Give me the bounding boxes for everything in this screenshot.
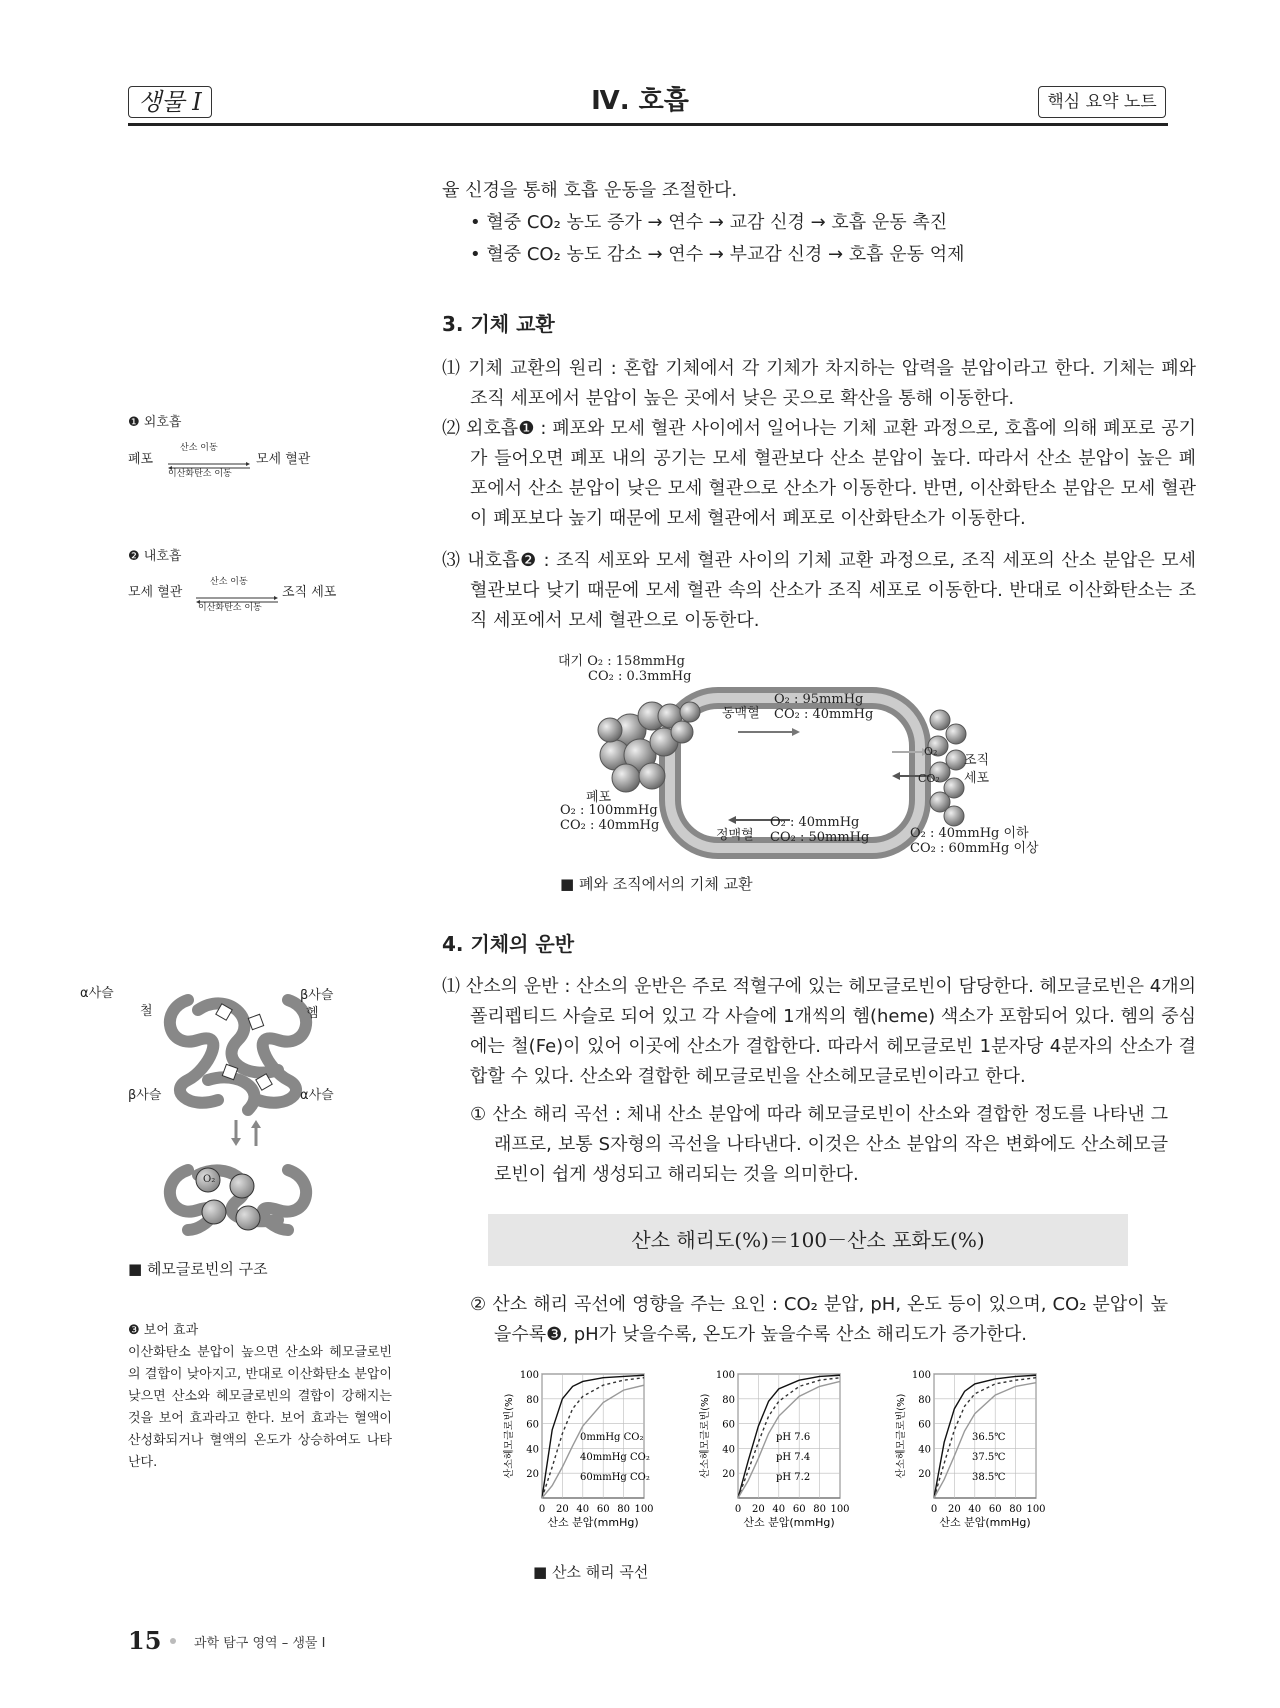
y-axis-label: 산소헤모글로빈(%) — [896, 1393, 907, 1479]
section-3-title: 3. 기체 교환 — [442, 312, 555, 336]
section-3-item-3: ⑶ 내호흡❷ : 조직 세포와 모세 혈관 사이의 기체 교환 과정으로, 조직 세포의 산소 분압은 모세 혈관보다 낮기 때문에 모세 혈관 속의 산소가 조직 세포로 이동한다. 반대로 이산화탄소는 조직 세포에서 모세 혈관으로 이동한다. — [442, 550, 1196, 631]
artery-o2: O₂ : 95mmHg — [774, 692, 864, 707]
note-3-title: ❸ 보어 효과 — [128, 1323, 199, 1338]
section-4-sub-1: ① 산소 해리 곡선 : 체내 산소 분압에 따라 헤모글로빈이 산소와 결합한 정도를 나타낸 그래프로, 보통 S자형의 곡선을 나타낸다. 이것은 산소 분압의 작은 변화에도 산소헤모글로빈이 쉽게 생성되고 해리되는 것을 의미한다. — [470, 1104, 1168, 1185]
y-tick-label: 40 — [918, 1444, 931, 1456]
y-tick-label: 60 — [722, 1419, 735, 1431]
vein-values — [770, 815, 869, 845]
footer-text: 과학 탐구 영역 – 생물 Ⅰ — [194, 1636, 326, 1651]
y-tick-label: 60 — [526, 1419, 539, 1431]
artery-label: 동맥혈 — [722, 706, 760, 721]
note-2-left: 모세 혈관 — [128, 585, 183, 600]
vein-label: 정맥혈 — [716, 828, 754, 843]
hb-alpha-1-label: α사슬 — [80, 986, 114, 1001]
note-1-left: 폐포 — [128, 452, 154, 467]
y-tick-label: 100 — [519, 1370, 539, 1381]
dissociation-formula: 산소 해리도(%)＝100－산소 포화도(%) — [488, 1214, 1128, 1266]
hb-beta-2-label: β사슬 — [128, 1088, 162, 1103]
hemoglobin-figure — [128, 980, 378, 1240]
dissociation-charts-svg — [504, 1368, 1160, 1529]
alveoli-o2: O₂ : 100mmHg — [560, 803, 658, 818]
x-tick-label: 100 — [634, 1504, 654, 1515]
x-tick-label: 100 — [1026, 1504, 1046, 1515]
x-tick-label: 0 — [734, 1504, 742, 1515]
x-tick-label: 40 — [772, 1504, 786, 1515]
intro-bullet-1: • 혈중 CO₂ 농도 증가 → 연수 → 교감 신경 → 호흡 운동 촉진 — [470, 212, 948, 233]
air-co2: CO₂ : 0.3mmHg — [588, 669, 692, 684]
series-label: 60mmHg CO₂ — [580, 1472, 650, 1483]
vein-o2: O₂ : 40mmHg — [770, 815, 860, 830]
tissue-values — [910, 826, 1039, 856]
hb-o2-label: O₂ — [203, 1174, 216, 1185]
air-o2: O₂ : 158mmHg — [587, 654, 685, 669]
section-3-item-1: ⑴ 기체 교환의 원리 : 혼합 기체에서 각 기체가 차지하는 압력을 분압이라고 한다. 기체는 폐와 조직 세포에서 분압이 높은 곳에서 낮은 곳으로 확산을 통해 이동한다. — [442, 358, 1196, 409]
x-axis-label: 산소 분압(mmHg) — [939, 1516, 1031, 1529]
y-axis-label: 산소헤모글로빈(%) — [504, 1393, 515, 1479]
air-label: 대기 — [558, 654, 584, 669]
tissue-label-1: 조직 — [964, 753, 990, 768]
gas-exchange-caption: ■ 폐와 조직에서의 기체 교환 — [560, 875, 753, 893]
air-values — [558, 654, 691, 684]
x-tick-label: 20 — [556, 1504, 569, 1515]
series-label: 40mmHg CO₂ — [580, 1452, 650, 1463]
note-1-bottom: 이산화탄소 이동 — [168, 469, 232, 479]
x-tick-label: 0 — [930, 1504, 938, 1515]
series-label: pH 7.4 — [776, 1452, 811, 1463]
tissue-label — [964, 752, 989, 788]
section-3-item-2: ⑵ 외호흡❶ : 폐포와 모세 혈관 사이에서 일어나는 기체 교환 과정으로, 호흡에 의해 폐포로 공기가 들어오면 폐포 내의 공기는 모세 혈관보다 산소 분압이 높다. 따라서 산소 분압이 높은 폐포에서 산소 분압이 낮은 모세 혈관으로 산소가 이동한다. 반면, 이산화탄소 분압은 모세 혈관이 폐포보다 높기 때문에 모세 혈관에서 폐포로 이산화탄소가 이동한다. — [442, 418, 1196, 529]
intro-line: 율 신경을 통해 호흡 운동을 조절한다. — [442, 180, 738, 201]
y-tick-label: 80 — [918, 1394, 931, 1406]
note-1-right: 모세 혈관 — [256, 452, 311, 467]
intro-bullet-2: • 혈중 CO₂ 농도 감소 → 연수 → 부교감 신경 → 호흡 운동 억제 — [470, 244, 965, 265]
x-tick-label: 100 — [830, 1504, 850, 1515]
series-label: 37.5℃ — [972, 1452, 1006, 1463]
note-2-bottom: 이산화탄소 이동 — [198, 603, 262, 613]
x-tick-label: 60 — [988, 1504, 1002, 1515]
x-tick-label: 80 — [813, 1504, 826, 1515]
hb-heme-label: 헴 — [306, 1006, 319, 1021]
dissociation-caption: ■ 산소 해리 곡선 — [533, 1563, 649, 1581]
header-rule — [128, 123, 1168, 126]
x-tick-label: 60 — [596, 1504, 610, 1515]
y-tick-label: 20 — [526, 1469, 539, 1481]
y-tick-label: 20 — [918, 1469, 931, 1481]
chapter-title: Ⅳ. 호흡 — [591, 86, 689, 116]
y-tick-label: 60 — [918, 1419, 931, 1431]
series-label: 38.5℃ — [972, 1472, 1006, 1483]
artery-co2: CO₂ : 40mmHg — [774, 707, 874, 722]
artery-values — [774, 692, 873, 722]
x-tick-label: 40 — [576, 1504, 590, 1515]
dissociation-charts — [504, 1368, 1160, 1529]
x-tick-label: 80 — [617, 1504, 630, 1515]
page-number: 15 — [128, 1626, 162, 1655]
tissue-small-o2: O₂ — [924, 745, 938, 758]
note-2-top: 산소 이동 — [210, 577, 248, 587]
x-tick-label: 60 — [792, 1504, 806, 1515]
hb-alpha-2-label: α사슬 — [300, 1088, 334, 1103]
series-label: pH 7.6 — [776, 1432, 811, 1443]
series-label: 0mmHg CO₂ — [580, 1432, 644, 1443]
x-tick-label: 0 — [538, 1504, 546, 1515]
note-1-title: ❶ 외호흡 — [128, 415, 182, 430]
footer-dot — [170, 1638, 176, 1644]
series-label: pH 7.2 — [776, 1472, 811, 1483]
x-tick-label: 80 — [1009, 1504, 1022, 1515]
hb-iron-label: 철 — [140, 1004, 153, 1019]
tissue-o2: O₂ : 40mmHg 이하 — [910, 826, 1029, 841]
x-tick-label: 40 — [968, 1504, 982, 1515]
note-2-title: ❷ 내호흡 — [128, 549, 182, 564]
y-tick-label: 100 — [911, 1370, 931, 1381]
hb-beta-1-label: β사슬 — [300, 988, 334, 1003]
section-4-sub-2: ② 산소 해리 곡선에 영향을 주는 요인 : CO₂ 분압, pH, 온도 등이 있으며, CO₂ 분압이 높을수록❸, pH가 낮을수록, 온도가 높을수록 산소 해리도가 증가한다. — [470, 1294, 1168, 1345]
note-1-top: 산소 이동 — [180, 443, 218, 453]
summary-note-badge: 핵심 요약 노트 — [1038, 86, 1166, 118]
x-tick-label: 20 — [948, 1504, 961, 1515]
y-tick-label: 100 — [715, 1370, 735, 1381]
y-axis-label: 산소헤모글로빈(%) — [700, 1393, 711, 1479]
y-tick-label: 40 — [526, 1444, 539, 1456]
y-tick-label: 40 — [722, 1444, 735, 1456]
y-tick-label: 80 — [526, 1394, 539, 1406]
vein-co2: CO₂ : 50mmHg — [770, 830, 870, 845]
tissue-label-2: 세포 — [964, 771, 990, 786]
note-2-right: 조직 세포 — [282, 585, 337, 600]
x-axis-label: 산소 분압(mmHg) — [743, 1516, 835, 1529]
tissue-small-co2: CO₂ — [918, 772, 940, 785]
series-label: 36.5℃ — [972, 1432, 1006, 1443]
alveoli-label: 폐포 — [586, 790, 612, 805]
hemoglobin-caption: ■ 헤모글로빈의 구조 — [128, 1260, 268, 1278]
tissue-co2: CO₂ : 60mmHg 이상 — [910, 841, 1039, 856]
x-tick-label: 20 — [752, 1504, 765, 1515]
alveoli-values — [560, 803, 659, 833]
x-axis-label: 산소 분압(mmHg) — [547, 1516, 639, 1529]
y-tick-label: 80 — [722, 1394, 735, 1406]
alveoli-co2: CO₂ : 40mmHg — [560, 818, 660, 833]
section-4-title: 4. 기체의 운반 — [442, 932, 575, 956]
note-3-text: 이산화탄소 분압이 높으면 산소와 헤모글로빈의 결합이 낮아지고, 반대로 이산화탄소 분압이 낮으면 산소와 헤모글로빈의 결합이 강해지는 것을 보어 효과라고 한다. 보어 효과는 혈액이 산성화되거나 혈액의 온도가 상승하여도 나타난다. — [128, 1345, 392, 1470]
subject-badge: 생물 Ⅰ — [128, 86, 212, 118]
section-4-item-1: ⑴ 산소의 운반 : 산소의 운반은 주로 적혈구에 있는 헤모글로빈이 담당한다. 헤모글로빈은 4개의 폴리펩티드 사슬로 되어 있고 각 사슬에 1개씩의 헴(heme) 색소가 포함되어 있다. 헴의 중심에는 철(Fe)이 있어 이곳에 산소가 결합한다. 따라서 헤모글로빈 1분자당 4분자의 산소가 결합할 수 있다. 산소와 결합한 헤모글로빈을 산소헤모글로빈이라고 한다. — [442, 976, 1196, 1087]
y-tick-label: 20 — [722, 1469, 735, 1481]
